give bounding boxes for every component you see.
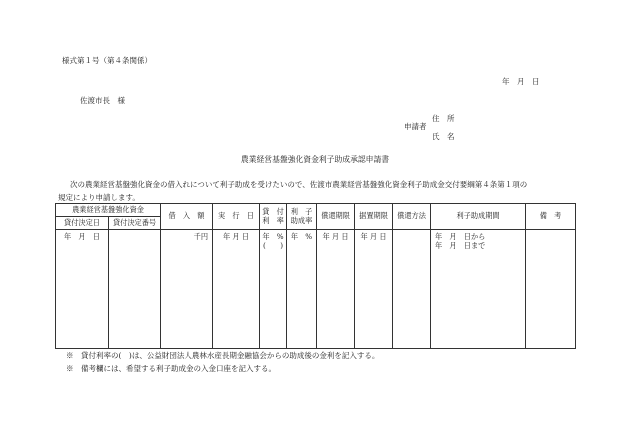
note-2: ※ 備考欄には、希望する利子助成金の入金口座を記入する。 — [66, 364, 276, 373]
header-loan-number: 貸付決定番号 — [109, 217, 161, 230]
header-period: 利子助成期間 — [431, 204, 526, 230]
header-loan-rate: 貸 付 利 率 — [260, 204, 287, 230]
body-text-line-2: 規定により申請します。 — [58, 193, 140, 202]
cell-borrow-amount[interactable]: 千円 — [161, 230, 213, 349]
header-subsidy-rate: 利 子 助成率 — [287, 204, 317, 230]
header-method: 償還方法 — [393, 204, 431, 230]
header-deferment: 償還期限 — [317, 204, 355, 230]
date-line: 年 月 日 — [502, 77, 540, 86]
cell-method[interactable] — [393, 230, 431, 349]
cell-loan-number[interactable] — [109, 230, 161, 349]
addressee: 佐渡市長 様 — [80, 96, 125, 105]
group-header: 農業経営基盤強化資金 — [56, 204, 161, 217]
cell-subsidy-rate[interactable]: 年 % — [287, 230, 317, 349]
cell-loan-date[interactable]: 年 月 日 — [56, 230, 109, 349]
cell-period[interactable]: 年 月 日から 年 月 日まで — [431, 230, 526, 349]
cell-loan-rate[interactable]: 年 % ( ) — [260, 230, 287, 349]
applicant-label: 申請者 — [404, 122, 427, 131]
cell-deferment[interactable]: 年 月 日 — [317, 230, 355, 349]
header-remarks: 備 考 — [526, 204, 576, 230]
cell-grace[interactable]: 年 月 日 — [355, 230, 393, 349]
document-title: 農業経営基盤強化資金利子助成承認申請書 — [240, 155, 390, 164]
loan-table — [55, 203, 576, 349]
header-borrow-amount: 借 入 額 — [161, 204, 213, 230]
table-row — [56, 230, 576, 349]
form-number: 様式第１号（第４条関係） — [62, 56, 152, 65]
header-exec-date: 実 行 日 — [213, 204, 260, 230]
note-1: ※ 貸付利率の( )は、公益財団法人農林水産長期金融協会からの助成後の金利を記入する。 — [66, 351, 380, 360]
header-grace: 据置期限 — [355, 204, 393, 230]
name-label: 氏 名 — [432, 132, 455, 141]
body-text-line-1: 次の農業経営基盤強化資金の借入れについて利子助成を受けたいので、佐渡市農業経営基盤強化資金利子助成金交付要綱第４条第１項の — [70, 180, 528, 189]
cell-remarks[interactable] — [526, 230, 576, 349]
header-loan-date: 貸付決定日 — [56, 217, 109, 230]
cell-exec-date[interactable]: 年 月 日 — [213, 230, 260, 349]
address-label: 住 所 — [432, 114, 455, 123]
